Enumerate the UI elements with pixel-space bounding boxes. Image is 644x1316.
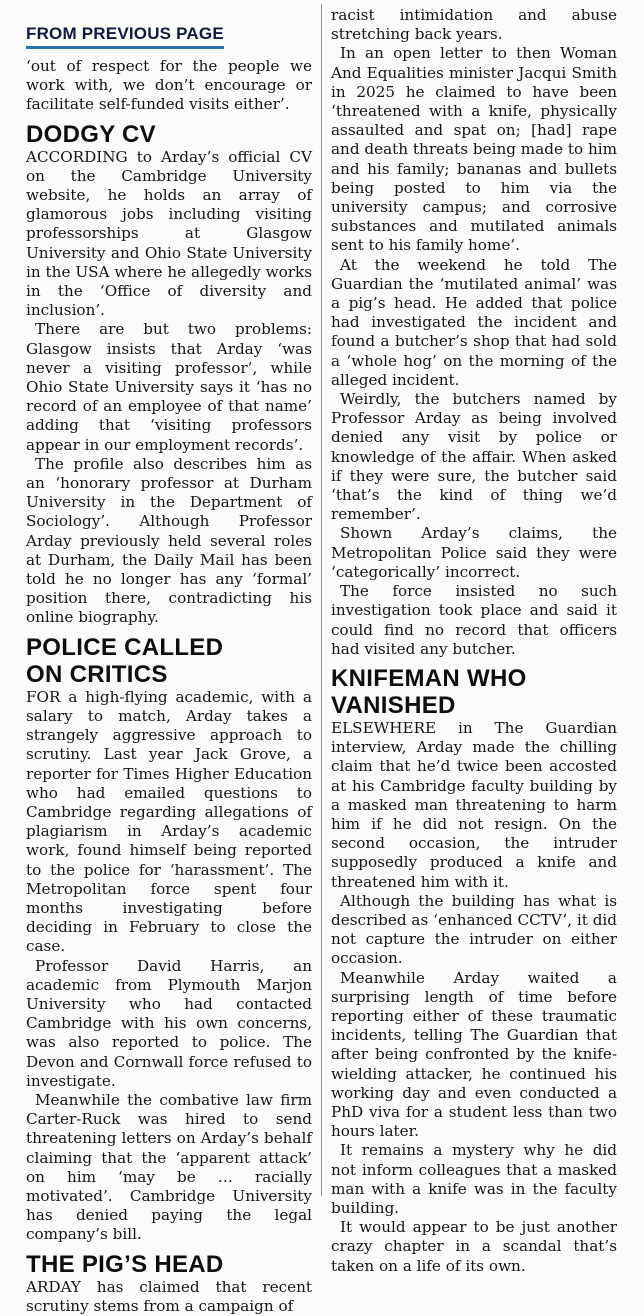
dodgy-cv-paragraph-1: ACCORDING to Arday’s official CV on the Cambridge University website, he holds an array of glamorous jobs including visiting professorships at Glasgow University and Ohio State University in the USA where he allegedly works in the ‘Office of diversity and inclusion’. bbox=[26, 147, 312, 320]
knifeman-paragraph-2: Although the building has what is described as ‘enhanced CCTV’, it did not capture the intruder on either occasion. bbox=[331, 891, 617, 968]
police-paragraph-2: Professor David Harris, an academic from Plymouth Marjon University who had contacted Cambridge with his own concerns, was also reported to police. The Devon and Cornwall force refused to investigate. bbox=[26, 956, 312, 1090]
heading-knifeman-line-1: KNIFEMAN WHO bbox=[331, 664, 527, 692]
heading-police-line-1: POLICE CALLED bbox=[26, 633, 224, 661]
dodgy-cv-paragraph-3: The profile also describes him as an ‘honorary professor at Durham University in the Department of Sociology’. Although Professor Arday previously held several roles at Durham, the Daily Mail has been told he no longer has any ‘formal’ position there, contradicting his online biography. bbox=[26, 454, 312, 627]
dodgy-cv-paragraph-2: There are but two problems: Glasgow insists that Arday ‘was never a visiting professor’, while Ohio State University says it ‘has no record of an employee of that name’ adding that ‘visiting professors appear in our employment records’. bbox=[26, 320, 312, 454]
heading-police-called bbox=[26, 634, 312, 688]
knifeman-paragraph-3: Meanwhile Arday waited a surprising length of time before reporting either of these traumatic incidents, telling The Guardian that after being confronted by the knife-wielding attacker, he continued his working day and even conducted a PhD viva for a student less than two hours later. bbox=[331, 968, 617, 1141]
column-divider bbox=[321, 4, 322, 1196]
heading-police-line-2: ON CRITICS bbox=[26, 660, 168, 688]
heading-dodgy-cv: DODGY CV bbox=[26, 120, 156, 148]
pigs-head-paragraph-2: In an open letter to then Woman And Equalities minister Jacqui Smith in 2025 he claimed to have been ‘threatened with a knife, physically assaulted and spat on; [had] rape and death threats being made to him and his family; bananas and bullets being posted to him via the university campus; and corrosive substances and mutilated animals sent to his family home’. bbox=[331, 44, 617, 255]
heading-knifeman-line-2: VANISHED bbox=[331, 691, 456, 719]
intro-paragraph: ‘out of respect for the people we work with, we don’t encourage or facilitate self-funded visits either’. bbox=[26, 57, 312, 114]
pigs-head-paragraph-1: ARDAY has claimed that recent scrutiny stems from a campaign of bbox=[26, 1277, 312, 1315]
heading-pigs-head: THE PIG’S HEAD bbox=[26, 1250, 224, 1278]
police-paragraph-3: Meanwhile the combative law firm Carter-Ruck was hired to send threatening letters on Arday’s behalf claiming that the ‘apparent attack’ on him ‘may be … racially motivated’. Cambridge University has denied paying the legal company’s bill. bbox=[26, 1090, 312, 1244]
pigs-head-paragraph-4: Weirdly, the butchers named by Professor Arday as being involved denied any visit by police or knowledge of the affair. When asked if they were sure, the butcher said ‘that’s the kind of thing we’d remember’. bbox=[331, 390, 617, 524]
pigs-head-paragraph-3: At the weekend he told The Guardian the ‘mutilated animal’ was a pig’s head. He added that police had investigated the incident and found a butcher’s shop that had sold a ‘whole hog’ on the morning of the alleged incident. bbox=[331, 255, 617, 389]
police-paragraph-1: FOR a high-flying academic, with a salary to match, Arday takes a strangely aggressive approach to scrutiny. Last year Jack Grove, a reporter for Times Higher Education who had emailed questions to Cambridge regarding allegations of plagiarism in Arday’s academic work, found himself being reported to the police for ‘harassment’. The Metropolitan force spent four months investigating before deciding in February to close the case. bbox=[26, 687, 312, 956]
knifeman-paragraph-5: It would appear to be just another crazy chapter in a scandal that’s taken on a life of its own. bbox=[331, 1218, 617, 1275]
continued-paragraph: racist intimidation and abuse stretching back years. bbox=[331, 6, 617, 44]
heading-knifeman bbox=[331, 665, 617, 719]
knifeman-paragraph-1: ELSEWHERE in The Guardian interview, Arday made the chilling claim that he’d twice been accosted at his Cambridge faculty building by a masked man threatening to harm him if he did not resign. On the second occasion, the intruder supposedly produced a knife and threatened him with it. bbox=[331, 718, 617, 891]
left-column bbox=[26, 0, 312, 1315]
knifeman-paragraph-4: It remains a mystery why he did not inform colleagues that a masked man with a knife was in the faculty building. bbox=[331, 1141, 617, 1217]
pigs-head-paragraph-6: The force insisted no such investigation took place and said it could find no record that officers had visited any butcher. bbox=[331, 582, 617, 658]
right-column bbox=[331, 0, 617, 1275]
continued-kicker: FROM PREVIOUS PAGE bbox=[26, 24, 224, 49]
pigs-head-paragraph-5: Shown Arday’s claims, the Metropolitan Police said they were ‘categorically’ incorrect. bbox=[331, 524, 617, 581]
